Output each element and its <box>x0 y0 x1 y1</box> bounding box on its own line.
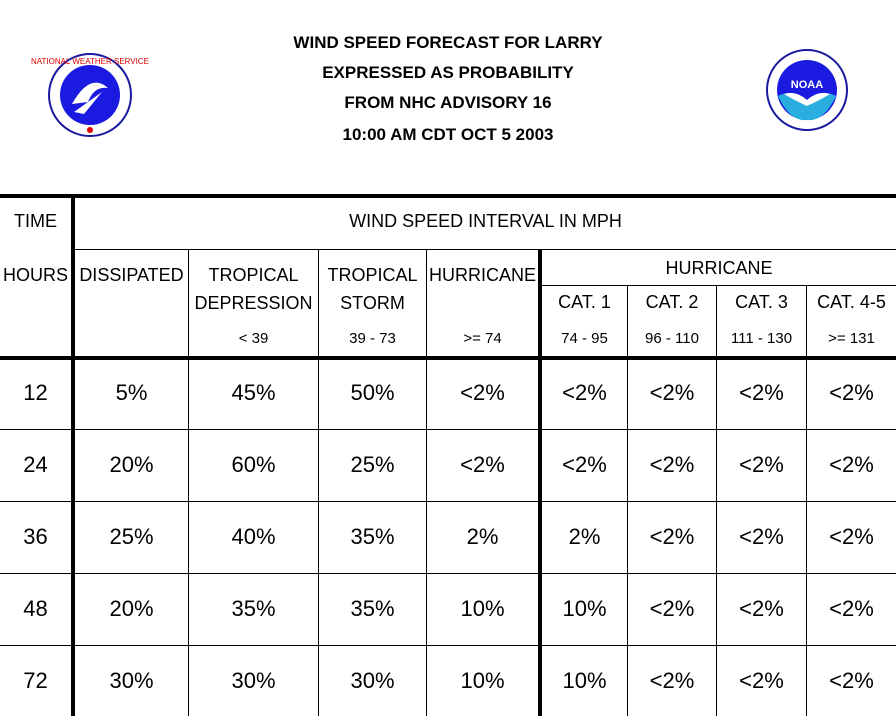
probability-cell: <2% <box>829 452 874 477</box>
title-line-2: EXPRESSED AS PROBABILITY <box>322 63 574 82</box>
probability-cell: 10% <box>460 596 505 621</box>
col-divider-1 <box>188 250 189 716</box>
probability-cell: 40% <box>231 524 276 549</box>
probability-cell: <2% <box>829 524 874 549</box>
dissipated-header: DISSIPATED <box>79 265 184 285</box>
ts-header-line2: STORM <box>340 293 405 313</box>
probability-cell: <2% <box>739 596 784 621</box>
cat45-range: >= 131 <box>828 330 875 347</box>
header-bottom-border <box>0 356 896 360</box>
cat1-range: 74 - 95 <box>561 330 608 347</box>
probability-cell: 35% <box>231 596 276 621</box>
noaa-logo <box>762 48 852 132</box>
probability-cell: 30% <box>231 668 276 693</box>
col-divider-6 <box>716 286 717 716</box>
probability-cell: <2% <box>829 668 874 693</box>
table-top-border <box>0 194 896 198</box>
probability-cell: 25% <box>109 524 154 549</box>
probability-cell: <2% <box>829 596 874 621</box>
hours-cell: 36 <box>23 524 48 549</box>
probability-cell: 35% <box>350 524 395 549</box>
interval-header: WIND SPEED INTERVAL IN MPH <box>349 211 622 231</box>
probability-cell: <2% <box>562 452 607 477</box>
td-header-line2: DEPRESSION <box>194 293 313 313</box>
title-line-4: 10:00 AM CDT OCT 5 2003 <box>342 125 554 144</box>
hu-range: >= 74 <box>463 330 502 347</box>
probability-cell: 30% <box>109 668 154 693</box>
hurricane-group-border <box>538 250 542 716</box>
probability-cell: 25% <box>350 452 395 477</box>
cat2-header: CAT. 2 <box>645 292 699 312</box>
time-header: TIME <box>14 211 57 231</box>
hurricane-group-header: HURRICANE <box>665 258 773 278</box>
probability-cell: 50% <box>350 380 395 405</box>
col-divider-7 <box>806 286 807 716</box>
cat2-range: 96 - 110 <box>645 330 699 347</box>
td-header-line1: TROPICAL <box>208 265 299 285</box>
col-divider-5 <box>627 286 628 716</box>
probability-cell: <2% <box>460 452 505 477</box>
probability-cell: <2% <box>649 380 695 405</box>
hours-cell: 48 <box>23 596 48 621</box>
hours-cell: 72 <box>23 668 48 693</box>
probability-cell: <2% <box>649 668 695 693</box>
probability-cell: 2% <box>568 524 601 549</box>
probability-cell: 10% <box>460 668 505 693</box>
national-weather-service-logo <box>31 52 149 138</box>
row-divider-1 <box>0 429 896 430</box>
col-divider-2 <box>318 250 319 716</box>
probability-cell: <2% <box>649 452 695 477</box>
nws-logo-text: NATIONAL WEATHER SERVICE <box>31 57 149 66</box>
probability-cell: <2% <box>562 380 607 405</box>
probability-cell: 35% <box>350 596 395 621</box>
probability-cell: <2% <box>739 668 784 693</box>
row-divider-3 <box>0 573 896 574</box>
title-line-3: FROM NHC ADVISORY 16 <box>344 93 552 112</box>
hurricane-group-divider <box>540 285 896 286</box>
probability-cell: 10% <box>562 668 607 693</box>
probability-cell: 60% <box>231 452 276 477</box>
hu-header: HURRICANE <box>428 265 536 285</box>
probability-cell: 30% <box>350 668 395 693</box>
col-divider-3 <box>426 250 427 716</box>
ts-range: 39 - 73 <box>349 330 396 347</box>
probability-cell: <2% <box>649 524 695 549</box>
cat1-header: CAT. 1 <box>558 292 611 312</box>
title-line-1: WIND SPEED FORECAST FOR LARRY <box>293 33 603 52</box>
td-range: < 39 <box>238 330 269 347</box>
header-divider <box>72 249 896 250</box>
probability-cell: 5% <box>115 380 148 405</box>
probability-cell: <2% <box>739 380 784 405</box>
ts-header-line1: TROPICAL <box>327 265 418 285</box>
hours-header: HOURS <box>2 265 68 285</box>
cat3-header: CAT. 3 <box>735 292 788 312</box>
hours-cell: 24 <box>23 452 48 477</box>
row-divider-4 <box>0 645 896 646</box>
probability-cell: 20% <box>109 452 154 477</box>
probability-cell: 45% <box>231 380 276 405</box>
probability-cell: 20% <box>109 596 154 621</box>
row-divider-2 <box>0 501 896 502</box>
hours-cell: 12 <box>23 380 48 405</box>
probability-cell: <2% <box>460 380 505 405</box>
noaa-logo-text: NOAA <box>790 79 824 91</box>
probability-cell: <2% <box>739 524 784 549</box>
probability-cell: <2% <box>829 380 874 405</box>
probability-cell: 10% <box>562 596 607 621</box>
cat45-header: CAT. 4-5 <box>817 292 886 312</box>
probability-cell: <2% <box>739 452 784 477</box>
probability-cell: <2% <box>649 596 695 621</box>
cat3-range: 111 - 130 <box>730 330 793 347</box>
probability-cell: 2% <box>466 524 499 549</box>
